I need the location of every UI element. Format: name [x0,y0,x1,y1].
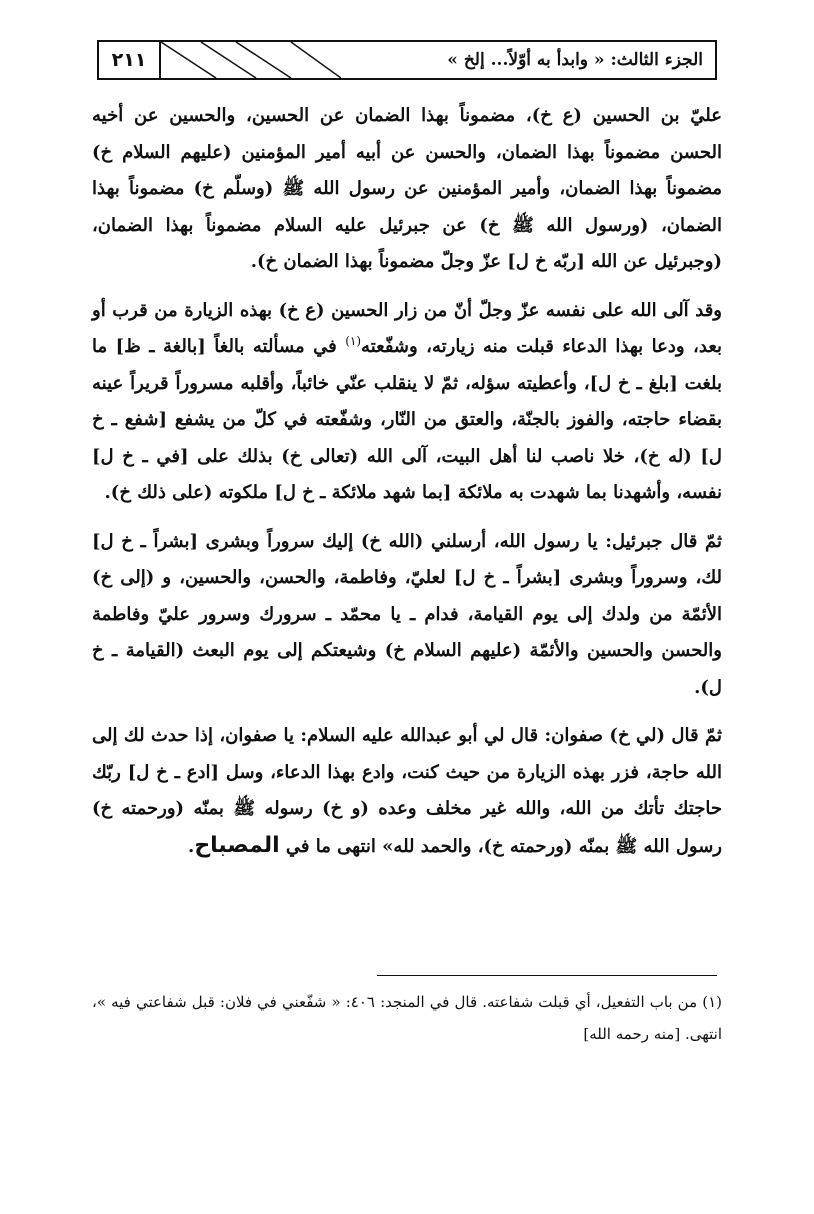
footnote-reference[interactable]: (١) [345,334,362,348]
paragraph-3-text: ثمّ قال جبرئيل: يا رسول الله، أرسلني (الله خ) إليك سروراً وبشرى [بشراً ـ خ ل] لك، وسروراً وبشرى [بشراً ـ خ ل] لعليّ، وفاطمة، والحسن، والحسين، و (إلى خ) الأئمّة من ولدك إلى يوم القيامة، فدام ـ يا محمّد ـ سرورك وسرور عليّ وفاطمة والحسن والحسين والأئمّة (عليهم السلام خ) وشيعتكم إلى يوم البعث (القيامة ـ خ ل). [92,530,722,698]
source-title: المصباح [194,832,280,858]
paragraph-2-text-b: في مسألته بالغاً [بالغة ـ ظ] ما بلغت [بلغ ـ خ ل]، وأعطيته سؤله، ثمّ لا ينقلب عنّي خائباً، وأقلبه مسروراً قريراً عينه بقضاء حاجته، والفوز بالجنّة، والعتق من النّار، وشفّعته في كلّ من يشفع [شفع ـ خ ل] (له خ)، خلا ناصب لنا أهل البيت، آلى الله (تعالى خ) بذلك على [في ـ خ ل] نفسه، وأشهدنا بما شهدت به ملائكة [بما شهد ملائكة ـ خ ل] ملكوته (على ذلك خ). [92,336,722,503]
paragraph-1 [92,98,722,281]
page-number: ٢١١ [111,49,147,71]
paragraph-2-text-a: وقد آلى الله على نفسه عزّ وجلّ أنّ من زار الحسين (ع خ) بهذه الزيارة من قرب أو بعد، ودعا بهذا الدعاء قبلت منه زيارته، وشفّعته [92,299,723,357]
paragraph-4-text-a: ثمّ قال (لي خ) صفوان: قال لي أبو عبدالله عليه السلام: يا صفوان، إذا حدث لك إلى الله حاجة، فزر بهذه الزيارة من حيث كنت، وادع بهذا الدعاء، وسل [ادع ـ خ ل] ربّك حاجتك تأتك من الله، والله غير مخلف وعده (و خ) رسوله ﷺ بمنّه (ورحمته خ) رسول الله ﷺ بمنّه (ورحمته خ)، والحمد لله» انتهى ما في [92,725,722,857]
header-ornament [161,42,341,78]
paragraph-4 [92,718,722,865]
paragraph-3 [92,524,722,707]
paragraph-2 [92,293,722,512]
paragraph-1-text: عليّ بن الحسين (ع خ)، مضموناً بهذا الضمان عن الحسين، والحسين عن أخيه الحسن مضموناً بهذا الضمان، والحسن عن أبيه أمير المؤمنين (عليهم السلام خ) مضموناً بهذا الضمان، وأمير المؤمنين عن رسول الله ﷺ (وسلّم خ) مضموناً بهذا الضمان، (ورسول الله ﷺ خ) عن جبرئيل عليه السلام مضموناً بهذا الضمان، (وجبرئيل عن الله [ربّه خ ل] عزّ وجلّ مضموناً بهذا الضمان خ). [92,105,722,272]
running-title: الجزء الثالث: « وابدأ به أوّلاً... إلخ » [447,50,703,70]
main-text [92,98,722,877]
footnote-separator [377,975,717,976]
footnote-1: (١) من باب التفعيل، أي قبلت شفاعته. قال في المنجد: ٤٠٦: « شفّعني في فلان: قبل شفاعتي فيه »، انتهى. [منه رحمه الله] [92,993,722,1043]
paragraph-4-text-b: . [188,835,195,857]
page-header [97,40,717,80]
